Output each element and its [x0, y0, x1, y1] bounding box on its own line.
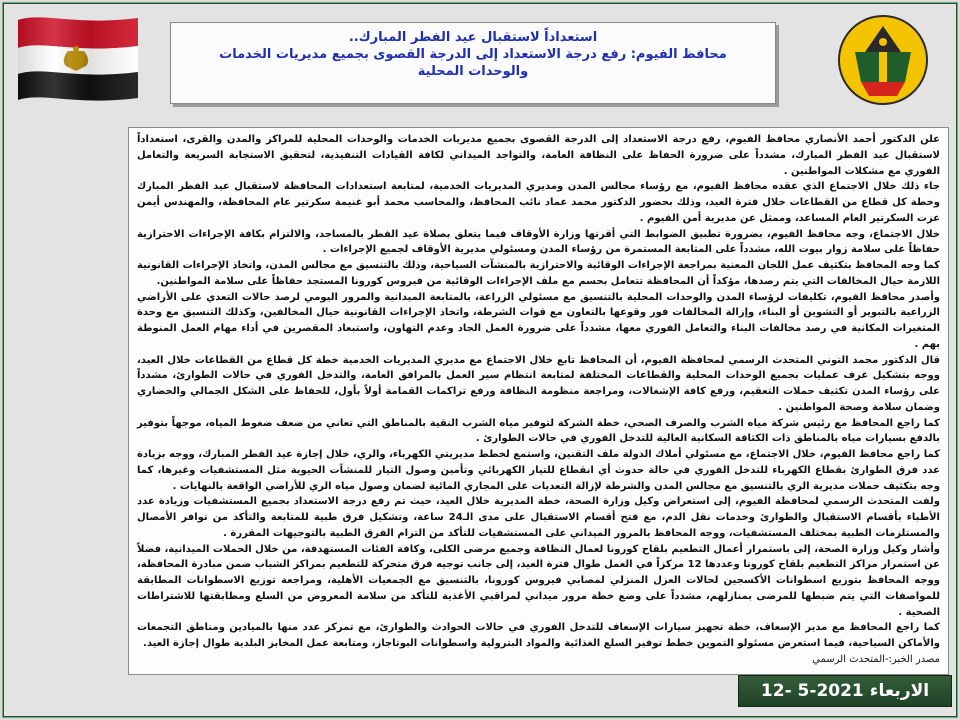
article-paragraph: كما راجع المحافظ مع مدير الإسعاف، خطة تجهيز سيارات الإسعاف للتدخل الفوري في حالات الحوادث والطوارئ، مع تمركز عدد منها بالميادين ومناطق التجمعات والأماكن السياحية، فيما استعرض مسئولو التموين خطط توفير السلع الغذائية والمواد البترولية واسطوانات البوتاجاز، ومتابعة عمل المخابز البلدية طوال إجازة العيد. [137, 622, 940, 649]
headline-box [170, 22, 776, 104]
headline-kicker: استعداداً لاستقبال عيد الفطر المبارك.. [348, 30, 598, 45]
article-paragraph: وأشار وكيل وزارة الصحة، إلى باستمرار أعمال التطعيم بلقاح كورونا لعمال النظافة وجميع مرضى الكلى، وكافة الفئات المستهدفة، من خلال الحملات الميدانية، فضلاً عن استمرار مراكز التطعيم بلقاح كورونا وعددها 12 مركزاً في العمل طوال فترة العيد، إلى جانب توجيه فرق متحركة للتطعيم بمراكز الشباب ضمن مبادرة المحافظة، ووجه المحافظ بتوزيع اسطوانات الأكسجين لحالات العزل المنزلي لمصابي فيروس كورونا، بالتنسيق مع الجمعيات الأهلية، ومراجعة توزيع الاسطوانات المطابقة للمواصفات التي يتم ضبطها للمرضى بمنازلهم، مشدداً على وضع خطة مرور ميداني لمراقبي الأغذية للتأكد من سلامة المعروض من السلع ومطابقتها للاشتراطات الصحية . [137, 543, 940, 618]
article-paragraph: قال الدكتور محمد التوني المتحدث الرسمي لمحافظة الفيوم، أن المحافظ تابع خلال الاجتماع مع مديري المديريات الخدمية خطة كل قطاع من القطاعات خلال العيد، ووجه بتشكيل غرف عمليات بجميع الوحدات المحلية والقطاعات المختلفة لمتابعة انتظام سير العمل بالمرافق العامة، والتدخل الفوري في حالات الطوارئ، مشدداً على رؤساء المدن تكثيف حملات التعقيم، ورفع كافة الإشغالات، ومراجعة منظومة النظافة ورفع تراكمات القمامة أولاً بأول، للحفاظ على الشكل الجمالي والحضاري وضمان سلامة وصحة المواطنين . [137, 354, 940, 413]
article-paragraph: علن الدكتور أحمد الأنصاري محافظ الفيوم، رفع درجة الاستعداد إلى الدرجة القصوى بجميع مديريات الخدمات والوحدات المحلية للمراكز والمدن والقرى، استعداداً لاستقبال عيد الفطر المبارك، مشدداً على ضرورة الحفاظ على النظافة العامة، والتواجد الميداني لكافة القيادات التنفيذية، لتحقيق الاستجابة السريعة والتعامل الفوري مع مشكلات المواطنين . [137, 134, 940, 177]
date-banner [738, 675, 952, 707]
article-paragraph: ولفت المتحدث الرسمي لمحافظة الفيوم، إلى استعراض وكيل وزارة الصحة، خطة المديرية خلال العيد، حيث تم رفع درجة الاستعداد بجميع المستشفيات وزيادة عدد الأطباء بأقسام الاستقبال والطوارئ وخدمات نقل الدم، مع فتح أقسام الاستقبال على مدى الـ24 ساعة، وتشكيل فرق طبية للمتابعة والتأكد من توافر الأمصال والمستلزمات الطبية بمختلف المستشفيات، ووجه المحافظ بالمرور الميداني على المستشفيات للتأكد من التزام الفرق الطبية بالتوجيهات المقررة . [137, 496, 940, 539]
article-paragraph: وأصدر محافظ الفيوم، تكليفات لرؤساء المدن والوحدات المحلية بالتنسيق مع مسئولي الزراعة، بالمتابعة الميدانية والمرور اليومي لرصد حالات التعدي على الأراضي الزراعية بالتبوير أو التشوين أو البناء، وإزالة المخالفات فور وقوعها بالتعاون مع قوات الشرطة، واتخاذ الإجراءات القانونية حيال المخالفين، وكذلك التنسيق مع وحدة المتغيرات المكانية في رصد مخالفات البناء والتعامل الفوري معها، مشدداً على ضرورة العمل الجاد وعدم التهاون، واستبعاد المقصرين في أداء مهام العمل المنوطة بهم . [137, 291, 940, 350]
article-paragraph: خلال الاجتماع، وجه محافظ الفيوم، بضرورة تطبيق الضوابط التي أقرتها وزارة الأوقاف فيما يتعلق بصلاة عيد الفطر بالمساجد، والالتزام بكافة الإجراءات الاحترازية حفاظاً على سلامة زوار بيوت الله، مشدداً على المتابعة المستمرة من رؤساء المدن ومسئولي مديرية الأوقاف لجميع الإجراءات . [137, 228, 940, 256]
date-value: 12- 5-2021 [760, 681, 864, 701]
article-paragraph: كما راجع المحافظ مع رئيس شركة مياه الشرب والصرف الصحي، خطة الشركة لتوفير مياه الشرب النقية بالمناطق التي تعاني من ضعف ضغوط المياه، موجهاً بتوفير بالدفع بسيارات مياه بالمناطق ذات الكثافة السكانية العالية للتدخل الفوري في حالات الطوارئ . [137, 417, 940, 445]
egypt-flag-icon [14, 12, 142, 102]
article-paragraph: كما راجع محافظ الفيوم، خلال الاجتماع، مع مسئولي أملاك الدولة ملف التقنين، واستمع لخطط مديريتي الكهرباء، والري، خلال إجازة عيد الفطر المبارك، ووجه بزيادة عدد فرق الطوارئ بقطاع الكهرباء للتدخل الفوري في حالة حدوث أي انقطاع للتيار الكهربائي وتأمين وصول التيار للمنشآت الحيوية مثل المستشفيات وغيرها، كما وجه بتكثيف حملات مديرية الري بالتنسيق مع مجالس المدن والشرطة لإزالة التعديات على المجاري المائية لضمان وصول مياه الري للأراضي الواقعة بالنهايات . [137, 449, 940, 492]
article-body [128, 127, 949, 675]
governorate-emblem-icon [835, 12, 931, 108]
article-paragraph: جاء ذلك خلال الاجتماع الذي عقده محافظ الفيوم، مع رؤساء مجالس المدن ومديري المديريات الخدمية، لمتابعة استعدادات المحافظة لاستقبال عيد الفطر المبارك وخطة كل قطاع من القطاعات خلال فترة العيد، وذلك بحضور الدكتور محمد عماد نائب المحافظ، والمحاسب محمد أبو غنيمة سكرتير عام المحافظة، والمهندس أيمن عزت السكرتير العام المساعد، وممثل عن مديرية أمن الفيوم . [137, 181, 940, 224]
article-paragraph: كما وجه المحافظ بتكثيف عمل اللجان المعنية بمراجعة الإجراءات الوقائية والاحترازية بالمنشآت السياحية، وذلك بالتنسيق مع مجالس المدن، واتخاذ الإجراءات القانونية اللازمة حيال المخالفات التي يتم رصدها، مؤكداً أن المحافظة تتعامل بحسم مع ملف الإجراءات الوقائية من فيروس كورونا المستجد حفاظاً على سلامة المواطنين. [137, 260, 940, 287]
headline-title: محافظ الفيوم: رفع درجة الاستعداد إلى الدرجة القصوى بجميع مديريات الخدمات والوحدات المحلية [219, 47, 727, 79]
date-day: الاربعاء [869, 681, 930, 701]
article-source: مصدر الخبر:-المتحدث الرسمي [812, 653, 940, 665]
